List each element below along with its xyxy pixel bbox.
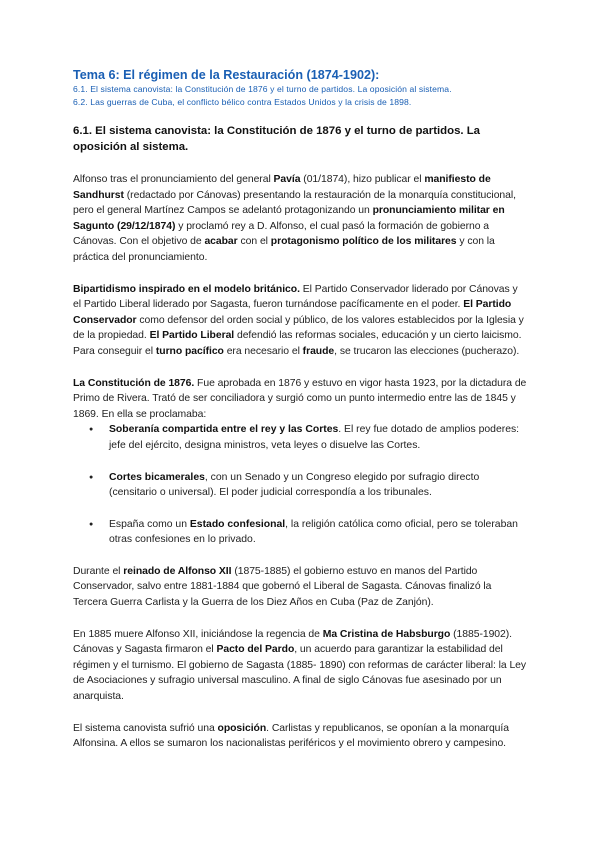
list-item: ● España como un Estado confesional, la religión católica como oficial, pero se toleraban otras confesiones en lo privado. [73,517,528,548]
paragraph-turno-pacifico: Para conseguir el turno pacífico era necesario el fraude, se trucaron las elecciones (pucherazo). [73,345,520,357]
paragraph-alfonso-xii: Durante el reinado de Alfonso XII (1875-1885) el gobierno estuvo en manos del Partido Conservador, salvo entre 1881-1884 que gobernó el Liberal de Sagasta. Cánovas finalizó la Tercera Guerra Carlista y la Guerra de los Diez Años en Cuba (Paz de Zanjón). [73,565,492,609]
toc-link-6-1[interactable]: 6.1. El sistema canovista: la Constitución de 1876 y el turno de partidos. La oposición al sistema. [73,84,452,94]
paragraph-regencia: En 1885 muere Alfonso XII, iniciándose la regencia de Ma Cristina de Habsburgo (1885-1902). Cánovas y Sagasta firmaron el Pacto del Pardo, un acuerdo para garantizar la estabilidad del régimen y el turnismo. El gobierno de Sagasta (1885- 1890) con reformas de carácter liberal: la Ley de Asociaciones y sufragio universal masculino. A final de siglo Cánovas fue asesinado por un anarquista. [73,628,527,703]
toc-link-6-2[interactable]: 6.2. Las guerras de Cuba, el conflicto bélico contra Estados Unidos y la crisis de 1898. [73,96,412,107]
document-title: Tema 6: El régimen de la Restauración (1874-1902): [73,68,380,82]
list-item: ● Cortes bicamerales, con un Senado y un Congreso elegido por sufragio directo (censitario o universal). El poder judicial correspondía a los tribunales. [73,470,528,501]
paragraph-constitucion: La Constitución de 1876. Fue aprobada en 1876 y estuvo en vigor hasta 1923, por la dictadura de Primo de Rivera. Trató de ser conciliadora y surgió como un punto intermedio entre las de 1845 y 1869. En ella se proclamaba: [73,377,527,420]
paragraph-oposicion: El sistema canovista sufrió una oposición. Carlistas y republicanos, se oponían a la monarquía Alfonsina. A ellos se sumaron los nacionalistas periféricos y el movimiento obrero y campesino. [73,722,509,750]
paragraph-bipartidismo: Bipartidismo inspirado en el modelo británico. El Partido Conservador liderado por Cánovas y el Partido Liberal liderado por Sagasta, fueron turnándose pacíficamente en el poder. El Partido Conservador como defensor del orden social y público, de los valores establecidos por la Iglesia y de la propiedad. El Partido Liberal defendió las reformas sociales, educación y un cierto laicismo. [73,283,524,342]
constitution-bullet-list [73,422,528,548]
list-item: ● Soberanía compartida entre el rey y las Cortes. El rey fue dotado de amplios poderes: jefe del ejército, designa ministros, veta leyes o disuelve las Cortes. [73,422,528,453]
section-heading: 6.1. El sistema canovista: la Constitución de 1876 y el turno de partidos. La oposición al sistema. [73,125,481,153]
paragraph-sandhurst: Alfonso tras el pronunciamiento del general Pavía (01/1874), hizo publicar el manifiesto de Sandhurst (redactado por Cánovas) presentando la restauración de la monarquía constitucional, pero el general Martínez Campos se adelantó protagonizando un pronunciamiento militar en Sagunto (29/12/1874) y proclamó rey a D. Alfonso, el cual pasó la formación de gobierno a Cánovas. Con el objetivo de acabar con el protagonismo político de los militares y con la práctica del pronunciamiento. [73,174,516,263]
document-page [73,68,528,752]
